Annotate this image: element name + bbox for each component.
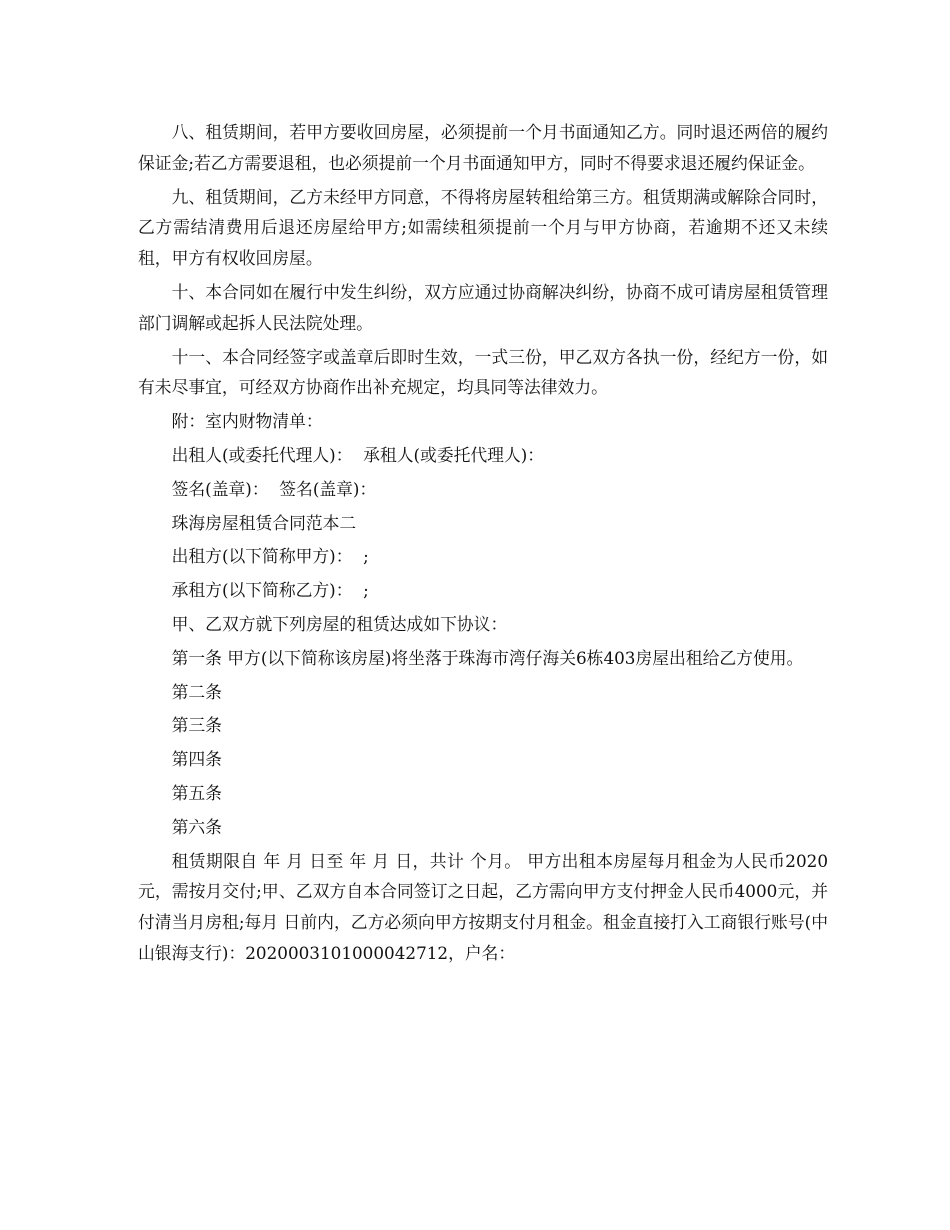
clause-eleven: 十一、本合同经签字或盖章后即时生效，一式三份，甲乙双方各执一份，经纪方一份，如有未尽事宜，可经双方协商作出补充规定，均具同等法律效力。 (138, 346, 828, 398)
second-template-title: 珠海房屋租赁合同范本二 (171, 512, 357, 533)
clause-ten: 十、本合同如在履行中发生纠纷，双方应通过协商解决纠纷，协商不成可请房屋租赁管理部门调解或起拆人民法院处理。 (138, 281, 828, 333)
attachment-line: 附：室内财物清单： (171, 411, 323, 432)
document-body (138, 117, 828, 972)
party-a-line: 出租方(以下简称甲方)： ; (171, 546, 369, 567)
article-three: 第三条 (171, 715, 222, 736)
clause-nine: 九、租赁期间，乙方未经甲方同意，不得将房屋转租给第三方。租赁期满或解除合同时，乙方需结清费用后退还房屋给甲方;如需续租须提前一个月与甲方协商，若逾期不还又未续租，甲方有权收回房屋。 (138, 186, 828, 269)
article-five: 第五条 (171, 782, 222, 803)
agreement-intro: 甲、乙双方就下列房屋的租赁达成如下协议： (171, 613, 508, 634)
article-two: 第二条 (171, 681, 222, 702)
article-one: 第一条 甲方(以下简称该房屋)将坐落于珠海市湾仔海关6栋403房屋出租给乙方使用。 (171, 647, 804, 668)
clause-eight: 八、租赁期间，若甲方要收回房屋，必须提前一个月书面通知乙方。同时退还两倍的履约保证金;若乙方需要退租，也必须提前一个月书面通知甲方，同时不得要求退还履约保证金。 (138, 122, 828, 173)
article-four: 第四条 (171, 749, 222, 770)
lease-term-paragraph: 租赁期限自 年 月 日至 年 月 日，共计 个月。 甲方出租本房屋每月租金为人民币2020元，需按月交付;甲、乙双方自本合同签订之日起，乙方需向甲方支付押金人民币4000元，并付清当月房租;每月 日前内，乙方必须向甲方按期支付月租金。租金直接打入工商银行账号(中山银海支行)：2020003101000042712，户名： (138, 850, 828, 963)
party-b-line: 承租方(以下简称乙方)： ; (171, 580, 369, 601)
signature-line: 签名(盖章)： 签名(盖章)： (171, 478, 377, 499)
article-six: 第六条 (171, 816, 222, 837)
lessor-lessee-line: 出租人(或委托代理人)： 承租人(或委托代理人)： (171, 444, 545, 465)
